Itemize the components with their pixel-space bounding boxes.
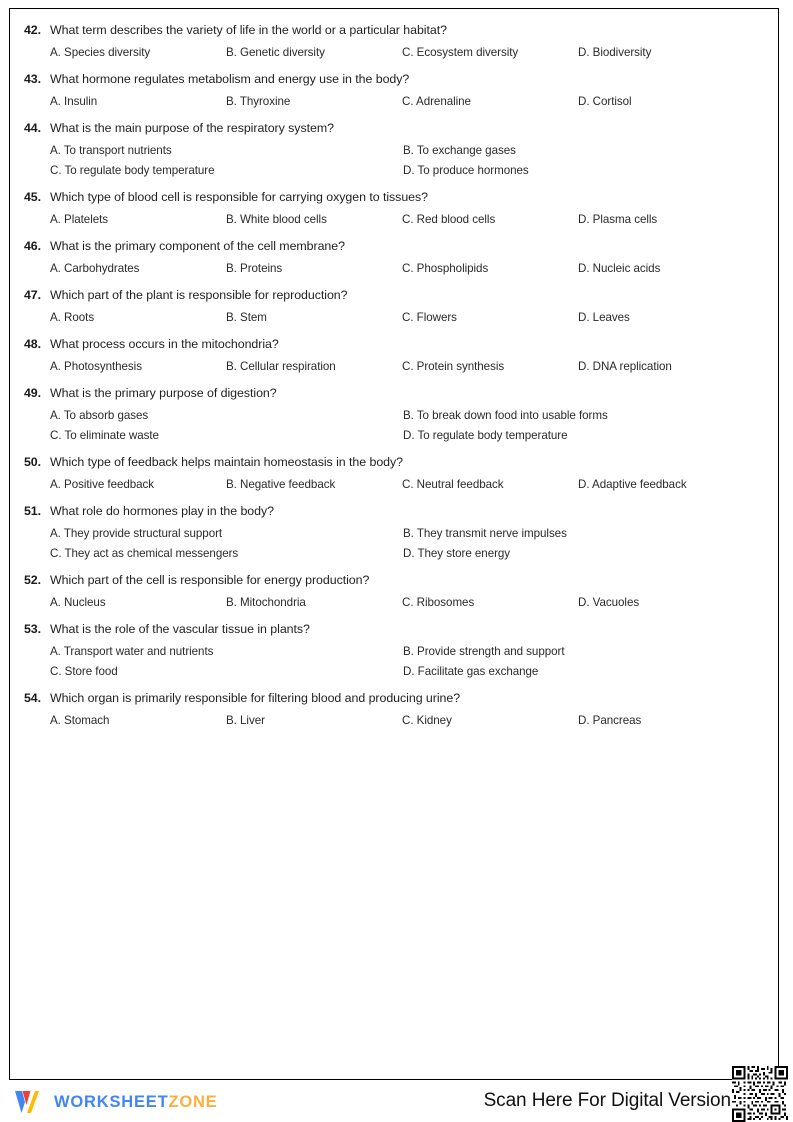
question-block	[24, 455, 762, 491]
question-text: What role do hormones play in the body?	[50, 504, 274, 518]
answer-option[interactable]: D. DNA replication	[578, 360, 672, 373]
answer-option-row	[50, 547, 762, 560]
answer-option[interactable]: D. To produce hormones	[403, 164, 529, 177]
answer-option[interactable]: D. Adaptive feedback	[578, 478, 687, 491]
question-number: 49.	[24, 386, 41, 400]
answer-option[interactable]: A. Carbohydrates	[50, 262, 140, 275]
answer-option[interactable]: D. Biodiversity	[578, 46, 652, 59]
answer-option[interactable]: C. Ribosomes	[402, 596, 475, 609]
question-block	[24, 121, 762, 177]
answer-option[interactable]: C. Phospholipids	[402, 262, 489, 275]
question-number: 54.	[24, 691, 41, 705]
answer-option-row	[50, 714, 762, 727]
answer-option[interactable]: A. Nucleus	[50, 596, 106, 609]
question-text: What is the main purpose of the respiratory system?	[50, 121, 334, 135]
question-block	[24, 23, 762, 59]
question-number: 45.	[24, 190, 41, 204]
answer-option-row	[50, 478, 762, 491]
question-text: Which type of blood cell is responsible for carrying oxygen to tissues?	[50, 190, 428, 204]
question-block	[24, 239, 762, 275]
question-prompt	[24, 288, 762, 302]
question-prompt	[24, 23, 762, 37]
answer-option-row	[50, 262, 762, 275]
question-number: 43.	[24, 72, 41, 86]
qr-code-icon[interactable]	[732, 1066, 788, 1122]
answer-option[interactable]: D. Vacuoles	[578, 596, 640, 609]
logo-word-zone: ZONE	[168, 1092, 218, 1111]
question-block	[24, 386, 762, 442]
question-number: 42.	[24, 23, 41, 37]
answer-option[interactable]: C. Neutral feedback	[402, 478, 504, 491]
questions-list	[10, 9, 778, 740]
question-block	[24, 622, 762, 678]
question-prompt	[24, 622, 762, 636]
question-text: What is the primary purpose of digestion?	[50, 386, 277, 400]
answer-option[interactable]: A. To absorb gases	[50, 409, 149, 422]
question-prompt	[24, 504, 762, 518]
question-text: Which type of feedback helps maintain homeostasis in the body?	[50, 455, 403, 469]
answer-option[interactable]: D. Pancreas	[578, 714, 642, 727]
answer-option[interactable]: D. Cortisol	[578, 95, 632, 108]
answer-option[interactable]: B. To exchange gases	[403, 144, 516, 157]
answer-option[interactable]: C. To eliminate waste	[50, 429, 159, 442]
page-footer	[0, 1082, 793, 1122]
question-block	[24, 573, 762, 609]
question-text: What is the primary component of the cell membrane?	[50, 239, 345, 253]
answer-option[interactable]: C. Flowers	[402, 311, 457, 324]
question-text: What is the role of the vascular tissue in plants?	[50, 622, 310, 636]
answer-option-row	[50, 360, 762, 373]
question-number: 48.	[24, 337, 41, 351]
answer-option[interactable]: C. Red blood cells	[402, 213, 496, 226]
scan-here-text: Scan Here For Digital Version	[483, 1090, 731, 1111]
answer-option-row	[50, 46, 762, 59]
answer-option-row	[50, 213, 762, 226]
worksheet-zone-logo	[13, 1088, 218, 1116]
answer-option[interactable]: B. Proteins	[226, 262, 283, 275]
answer-option-row	[50, 311, 762, 324]
question-prompt	[24, 386, 762, 400]
answer-option[interactable]: C. Protein synthesis	[402, 360, 505, 373]
answer-option[interactable]: C. They act as chemical messengers	[50, 547, 239, 560]
question-block	[24, 288, 762, 324]
answer-option[interactable]: D. Facilitate gas exchange	[403, 665, 539, 678]
question-block	[24, 337, 762, 373]
answer-option[interactable]: A. Positive feedback	[50, 478, 155, 491]
question-number: 47.	[24, 288, 41, 302]
question-number: 46.	[24, 239, 41, 253]
question-block	[24, 691, 762, 727]
question-number: 51.	[24, 504, 41, 518]
answer-option-row	[50, 596, 762, 609]
answer-option[interactable]: A. They provide structural support	[50, 527, 223, 540]
answer-option[interactable]: B. Cellular respiration	[226, 360, 336, 373]
answer-option[interactable]: D. To regulate body temperature	[403, 429, 568, 442]
answer-option[interactable]: A. Stomach	[50, 714, 110, 727]
question-number: 52.	[24, 573, 41, 587]
answer-option[interactable]: D. Leaves	[578, 311, 630, 324]
question-block	[24, 72, 762, 108]
answer-option[interactable]: A. To transport nutrients	[50, 144, 172, 157]
answer-option[interactable]: D. Nucleic acids	[578, 262, 661, 275]
question-prompt	[24, 455, 762, 469]
question-prompt	[24, 190, 762, 204]
answer-option[interactable]: A. Roots	[50, 311, 95, 324]
question-number: 50.	[24, 455, 41, 469]
question-prompt	[24, 72, 762, 86]
answer-option-row	[50, 665, 762, 678]
answer-option[interactable]: A. Platelets	[50, 213, 109, 226]
answer-option[interactable]: A. Photosynthesis	[50, 360, 142, 373]
question-block	[24, 504, 762, 560]
answer-option[interactable]: B. Liver	[226, 714, 265, 727]
answer-option[interactable]: A. Species diversity	[50, 46, 151, 59]
answer-option-row	[50, 95, 762, 108]
answer-option[interactable]: B. Thyroxine	[226, 95, 291, 108]
question-prompt	[24, 121, 762, 135]
question-number: 53.	[24, 622, 41, 636]
answer-option[interactable]: B. Stem	[226, 311, 267, 324]
answer-option[interactable]: B. White blood cells	[226, 213, 327, 226]
answer-option[interactable]: C. Store food	[50, 665, 118, 678]
answer-option-row	[50, 645, 762, 658]
answer-option[interactable]: D. They store energy	[403, 547, 511, 560]
answer-option-row	[50, 144, 762, 157]
answer-option-row	[50, 409, 762, 422]
answer-option[interactable]: B. Genetic diversity	[226, 46, 325, 59]
answer-option[interactable]: D. Plasma cells	[578, 213, 658, 226]
question-text: What process occurs in the mitochondria?	[50, 337, 279, 351]
question-text: Which part of the plant is responsible for reproduction?	[50, 288, 348, 302]
answer-option[interactable]: B. Provide strength and support	[403, 645, 565, 658]
question-text: What hormone regulates metabolism and energy use in the body?	[50, 72, 410, 86]
answer-option[interactable]: C. Ecosystem diversity	[402, 46, 519, 59]
answer-option[interactable]: A. Transport water and nutrients	[50, 645, 214, 658]
answer-option[interactable]: C. Kidney	[402, 714, 452, 727]
question-prompt	[24, 337, 762, 351]
answer-option[interactable]: B. Negative feedback	[226, 478, 336, 491]
logo-word-worksheet: WORKSHEET	[54, 1092, 169, 1111]
question-text: What term describes the variety of life in the world or a particular habitat?	[50, 23, 447, 37]
answer-option[interactable]: B. Mitochondria	[226, 596, 306, 609]
answer-option[interactable]: B. To break down food into usable forms	[403, 409, 608, 422]
answer-option-row	[50, 164, 762, 177]
worksheet-page-border	[9, 8, 779, 1080]
answer-option[interactable]: B. They transmit nerve impulses	[403, 527, 567, 540]
answer-option[interactable]: C. Adrenaline	[402, 95, 471, 108]
question-text: Which organ is primarily responsible for filtering blood and producing urine?	[50, 691, 461, 705]
answer-option[interactable]: C. To regulate body temperature	[50, 164, 215, 177]
question-prompt	[24, 239, 762, 253]
logo-w-mark-icon	[13, 1088, 47, 1116]
question-block	[24, 190, 762, 226]
answer-option-row	[50, 429, 762, 442]
question-prompt	[24, 573, 762, 587]
logo-wordmark	[54, 1094, 218, 1111]
answer-option-row	[50, 527, 762, 540]
answer-option[interactable]: A. Insulin	[50, 95, 98, 108]
question-number: 44.	[24, 121, 41, 135]
question-prompt	[24, 691, 762, 705]
question-text: Which part of the cell is responsible for energy production?	[50, 573, 370, 587]
